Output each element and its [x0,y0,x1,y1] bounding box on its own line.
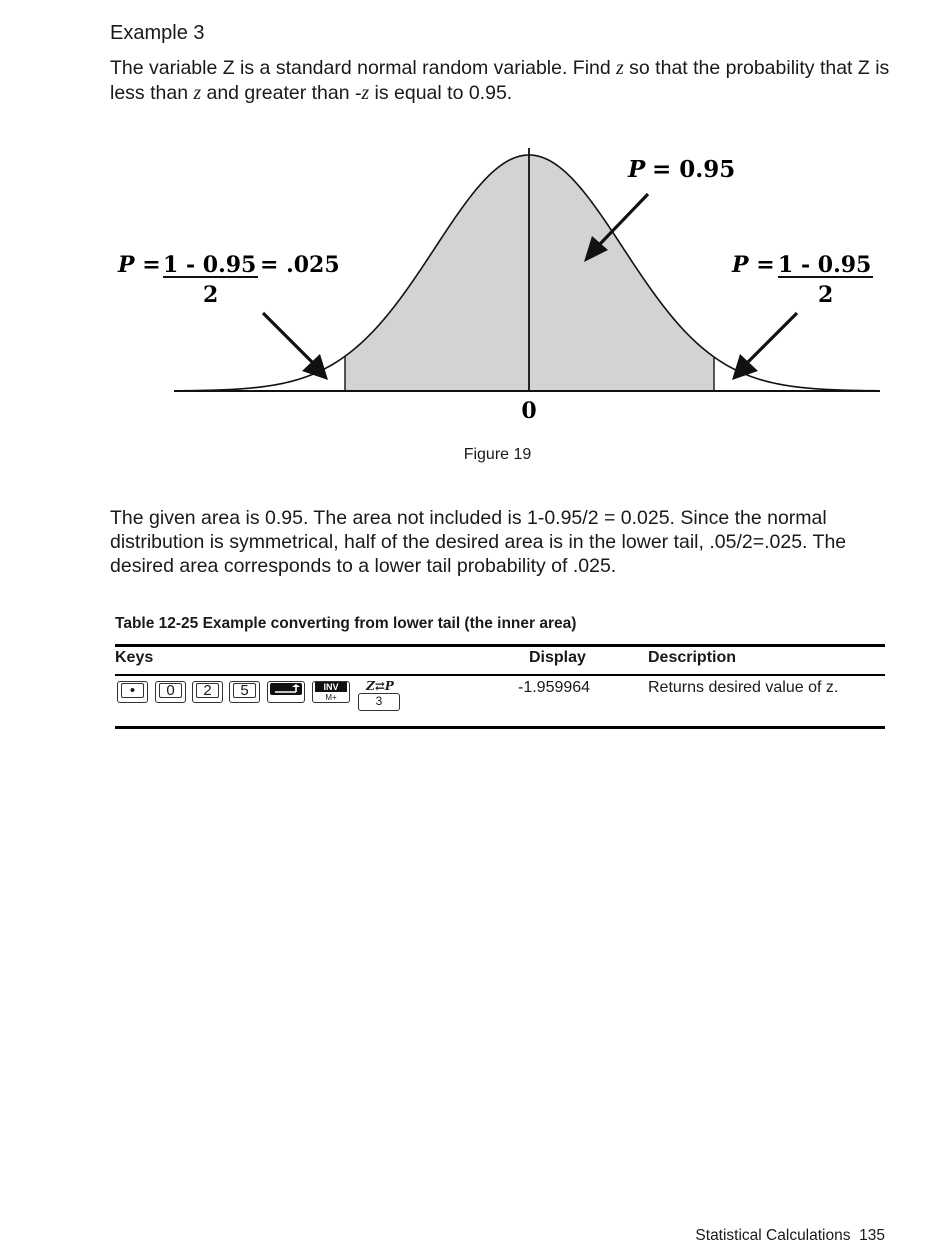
shift-arrow-icon [270,683,304,695]
table-top-rule [115,644,885,647]
five-key[interactable]: 5 [229,681,260,703]
inv-m-plus-key[interactable]: INV M+ [312,681,350,703]
left-tail-label [117,252,340,308]
svg-text:2: 2 [818,282,834,308]
svg-text:P =: P = [118,252,161,278]
right-tail-label [731,252,873,308]
display-value: -1.959964 [518,679,591,696]
example-title: Example 3 [110,22,205,44]
figure-caption: Figure 19 [463,446,532,463]
arrow-right-tail [732,313,797,380]
explanation-paragraph: The given area is 0.95. The area not included is 1-0.95/2 = 0.025. Since the normal distribution is symmetrical, half of the desired area is in the lower tail, .05/2=.025. The desired area corresponds to a lower tail probability of .025. [110,507,847,577]
shift-key[interactable] [267,681,305,703]
z-p-key-label: Z⇄P [366,679,394,693]
decimal-key[interactable]: • [117,681,148,703]
description-value: Returns desired value of z. [648,679,839,696]
svg-text:1 - 0.95: 1 - 0.95 [163,252,257,278]
svg-text:1 - 0.95: 1 - 0.95 [778,252,872,278]
zero-key[interactable]: 0 [155,681,186,703]
header-description: Description [648,649,737,666]
intro-paragraph: The variable Z is a standard normal random variable. Find z so that the probability that Z is less than z and greater than -z is equal to 0.95. [110,57,890,104]
header-keys: Keys [115,649,154,666]
page-number: 135 [859,1227,885,1244]
svg-text:= .025: = .025 [260,252,340,278]
table-header-rule [115,674,885,676]
table-title: Table 12-25 Example converting from lower tail (the inner area) [115,615,577,632]
svg-text:PP = 0.95: P [628,156,646,183]
arrow-left-tail [263,313,328,380]
normal-distribution-figure [110,140,900,430]
section-name: Statistical Calculations [695,1227,851,1244]
svg-text:P =: P = [732,252,775,278]
header-display: Display [529,649,586,666]
three-key[interactable]: 3 [358,693,400,711]
svg-text:2: 2 [203,282,219,308]
svg-text:= 0.95: = 0.95 [652,156,736,183]
page-footer [695,1227,885,1245]
two-key[interactable]: 2 [192,681,223,703]
axis-zero-label: 0 [521,398,537,424]
table-bottom-rule [115,726,885,729]
center-probability-label [627,156,754,183]
